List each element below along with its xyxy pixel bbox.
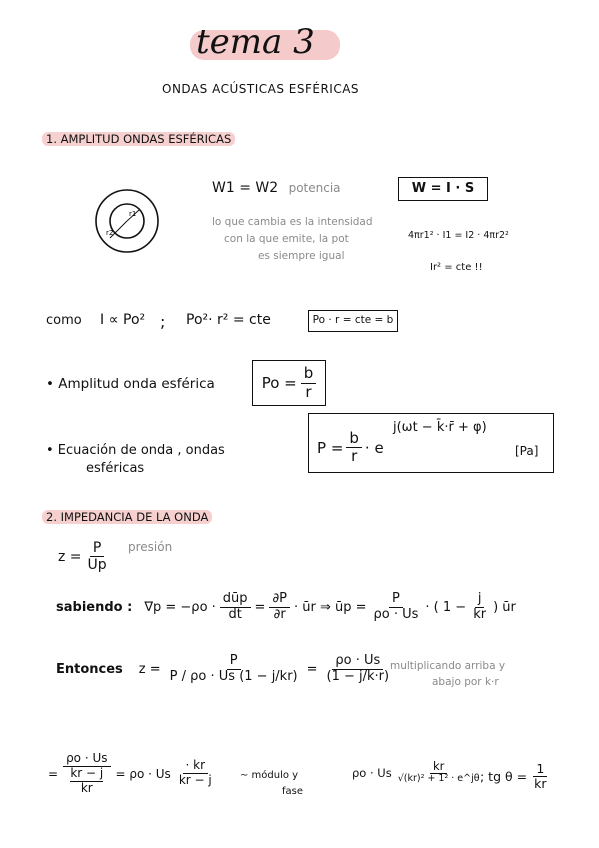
po2r2-eq: Po²· r² = cte [186,312,271,328]
boxed-w-equation: W = I · S [398,177,488,201]
page-subtitle: ONDAS ACÚSTICAS ESFÉRICAS [162,82,360,96]
amplitude-fraction: $\frac{b}{r}$ [301,365,317,401]
spheres-diagram [92,186,162,256]
boxed-amplitude: Po = $\frac{b}{r}$ [252,360,326,406]
page-title: tema 3 [196,22,315,62]
section-2-heading: 2. IMPEDANCIA DE LA ONDA [42,510,212,524]
modulo-note: ∼ módulo y [240,770,299,781]
wave-fraction: $\frac{b}{r}$ [346,430,362,466]
entonces-equation: Entonces z = $\frac{P}{P / \rho o \cdot Us (1 - j/kr)}$ = $\frac{\rho o \cdot Us}{(1 - j/k\cdot r)}$ [56,653,390,684]
ecuacion-label-2: esféricas [86,461,145,476]
power-equation: W1 = W2 potencia [212,180,341,196]
semicolon: ; [160,312,166,331]
power-note-line-2: con la que emite, la pot [224,233,349,245]
wave-unit: [Pa] [515,444,539,458]
amplitud-label: • Amplitud onda esférica [46,376,215,392]
r2-label: r2 [106,229,114,237]
como-label: como [46,313,82,328]
intensity-equation: 4πr1² · I1 = I2 · 4πr2² [408,230,509,241]
impedance-definition: z = $\frac{P}{Up}$ [58,540,107,574]
proportional-eq: I ∝ Po² [100,312,146,328]
presion-note: presión [128,540,173,554]
wave-exponent: j(ωt − k̄·r̄ + φ) [393,420,487,435]
power-note-line-3: es siempre igual [258,250,345,262]
fase-note: fase [282,786,304,797]
boxed-b-equation: Po · r = cte = b [308,310,398,332]
sabiendo-equation: sabiendo : ∇p = −ρo · $\frac{\text{dūp}}{dt}$ = $\frac{\partial P}{\partial r}$ · ūr ⇒ ūp = $\frac{P}{\rho o \cdot Us}$ · ( 1 − $\frac{j}{kr}$ ) ūr [56,591,516,622]
polar-form: ρo · Us $\frac{kr}{\text{√(kr)² + 1² · e\textasciicircum{}jθ}}$ [352,759,480,785]
tangent-eq: ; tg θ = $\frac{1}{kr}$ [480,761,547,792]
boxed-wave-equation: P = $\frac{b}{r}$ · e j(ωt − k̄·r̄ + φ) [Pa] [308,413,554,473]
multiply-note-1: multiplicando arriba y [390,660,506,672]
power-note-line-1: lo que cambia es la intensidad [212,216,373,228]
ir2-constant: Ir² = cte !! [430,262,483,273]
r1-label: r1 [129,210,137,218]
multiply-note-2: abajo por k·r [432,676,499,688]
final-equations: = ρo · Us kr − j kr = ρo · Us $\frac{\cdot kr}{kr - j}$ [48,751,212,795]
section-1-heading: 1. AMPLITUD ONDAS ESFÉRICAS [42,132,235,146]
ecuacion-label-1: • Ecuación de onda , ondas [46,443,225,458]
